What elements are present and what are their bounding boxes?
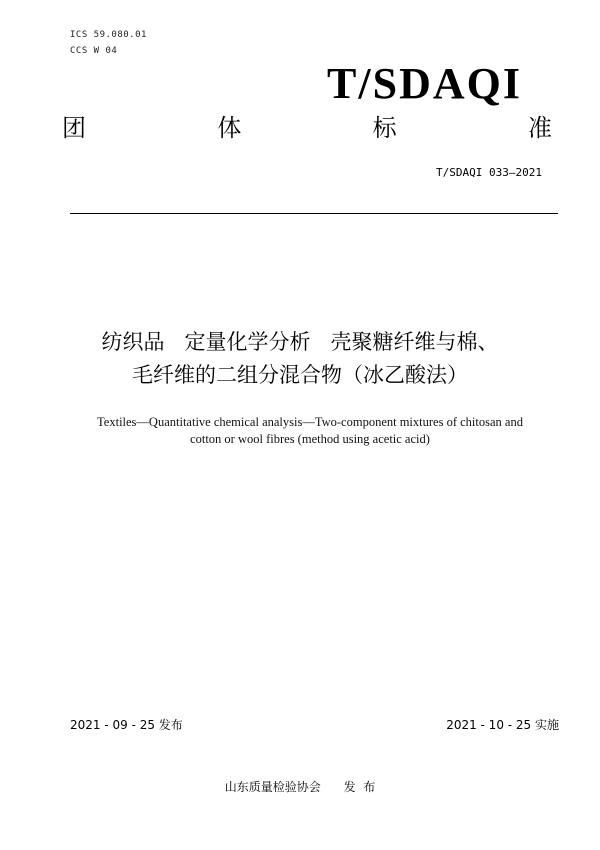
implementation-date: 2021 - 10 - 25 实施: [446, 718, 559, 732]
publish-date: 2021 - 09 - 25 发布: [70, 718, 183, 732]
title-english-line1: Textiles—Quantitative chemical analysis—Two-component mixtures of chitosan and: [97, 415, 523, 429]
standard-number: T/SDAQI 033—2021: [436, 166, 542, 179]
standard-type-char: 准: [527, 114, 552, 142]
organization-code: T/SDAQI: [327, 59, 522, 108]
title-chinese-line2: 毛纤维的二组分混合物（冰乙酸法）: [132, 363, 468, 387]
ics-code: ICS 59.080.01: [70, 30, 147, 40]
title-english-line2: cotton or wool fibres (method using acetic acid): [190, 432, 430, 446]
standard-type-char: 标: [372, 114, 397, 142]
title-chinese-line1: 纺织品 定量化学分析 壳聚糖纤维与棉、: [101, 330, 499, 354]
header-divider: [70, 213, 558, 214]
standard-type: [62, 116, 552, 140]
publisher: 山东质量检验协会 发 布: [224, 780, 376, 794]
ccs-code: CCS W 04: [70, 46, 118, 56]
standard-type-char: 体: [217, 114, 242, 142]
standard-type-char: 团: [62, 114, 86, 142]
